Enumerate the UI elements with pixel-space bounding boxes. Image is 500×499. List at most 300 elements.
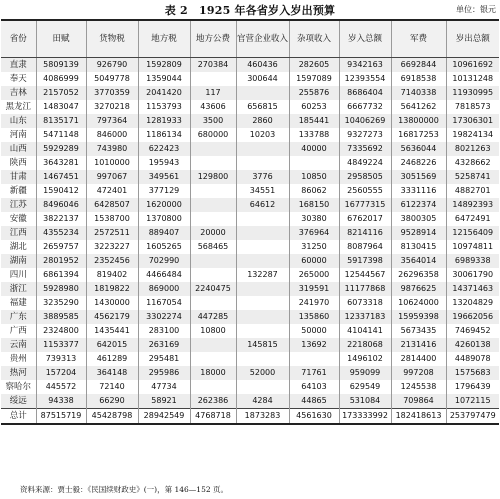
value-cell [236, 254, 289, 268]
table-row [1, 100, 499, 114]
value-cell: 19824134 [446, 128, 499, 142]
table-row [1, 184, 499, 198]
value-cell: 1873283 [236, 409, 289, 425]
value-cell [190, 184, 236, 198]
table-row [1, 338, 499, 352]
value-cell: 1483047 [36, 100, 86, 114]
value-cell: 997067 [86, 170, 138, 184]
value-cell: 1590412 [36, 184, 86, 198]
value-cell: 8214116 [339, 226, 391, 240]
value-cell: 4562179 [86, 310, 138, 324]
province-cell: 直隶 [1, 58, 36, 73]
value-cell: 6667732 [339, 100, 391, 114]
value-cell: 15959398 [391, 310, 446, 324]
value-cell: 13692 [289, 338, 339, 352]
header-row [1, 20, 499, 58]
value-cell: 8135171 [36, 114, 86, 128]
value-cell: 4104141 [339, 324, 391, 338]
value-cell [190, 198, 236, 212]
value-cell: 1620000 [138, 198, 190, 212]
value-cell: 2218068 [339, 338, 391, 352]
value-cell: 6989338 [446, 254, 499, 268]
value-cell: 3051569 [391, 170, 446, 184]
value-cell [190, 352, 236, 366]
value-cell: 26296358 [391, 268, 446, 282]
header-misc-income: 杂项收入 [289, 20, 339, 58]
value-cell: 8021263 [446, 142, 499, 156]
value-cell: 3302274 [138, 310, 190, 324]
value-cell: 2240475 [190, 282, 236, 296]
province-cell: 贵州 [1, 352, 36, 366]
value-cell: 295481 [138, 352, 190, 366]
value-cell: 16817253 [391, 128, 446, 142]
header-province: 省份 [1, 20, 36, 58]
value-cell: 1592809 [138, 58, 190, 73]
value-cell: 64103 [289, 380, 339, 394]
table-body [1, 58, 499, 425]
value-cell [289, 352, 339, 366]
table-row [1, 156, 499, 170]
value-cell: 7469452 [446, 324, 499, 338]
value-cell: 2041420 [138, 86, 190, 100]
value-cell: 1245538 [391, 380, 446, 394]
value-cell: 6472491 [446, 212, 499, 226]
value-cell [236, 226, 289, 240]
table-row [1, 310, 499, 324]
value-cell: 10203 [236, 128, 289, 142]
value-cell: 460436 [236, 58, 289, 73]
value-cell: 263169 [138, 338, 190, 352]
value-cell: 743980 [86, 142, 138, 156]
province-cell: 热河 [1, 366, 36, 380]
value-cell: 445572 [36, 380, 86, 394]
value-cell: 2659757 [36, 240, 86, 254]
value-cell: 133788 [289, 128, 339, 142]
value-cell [190, 268, 236, 282]
value-cell: 40000 [289, 142, 339, 156]
value-cell: 2324800 [36, 324, 86, 338]
value-cell: 702990 [138, 254, 190, 268]
value-cell: 1575683 [446, 366, 499, 380]
value-cell: 5917398 [339, 254, 391, 268]
value-cell: 52000 [236, 366, 289, 380]
province-cell: 福建 [1, 296, 36, 310]
value-cell: 1496102 [339, 352, 391, 366]
budget-table [1, 19, 499, 425]
value-cell: 2352456 [86, 254, 138, 268]
value-cell [236, 282, 289, 296]
source-note: 资料来源：贾士毅：《民国续财政史》(一)，第 146—152 页。 [20, 485, 228, 494]
value-cell: 10850 [289, 170, 339, 184]
value-cell [190, 212, 236, 226]
header-military-expense: 军费 [391, 20, 446, 58]
province-cell: 湖北 [1, 240, 36, 254]
value-cell [190, 142, 236, 156]
value-cell: 6428507 [86, 198, 138, 212]
value-cell: 64612 [236, 198, 289, 212]
value-cell: 997208 [391, 366, 446, 380]
value-cell: 3776 [236, 170, 289, 184]
value-cell: 7335692 [339, 142, 391, 156]
value-cell: 12156409 [446, 226, 499, 240]
header-land-tax: 田赋 [36, 20, 86, 58]
value-cell: 3270218 [86, 100, 138, 114]
value-cell: 4849224 [339, 156, 391, 170]
value-cell: 13204829 [446, 296, 499, 310]
value-cell: 50000 [289, 324, 339, 338]
value-cell: 283100 [138, 324, 190, 338]
value-cell: 17306301 [446, 114, 499, 128]
value-cell: 12393554 [339, 72, 391, 86]
table-row [1, 296, 499, 310]
province-cell: 吉林 [1, 86, 36, 100]
value-cell: 568465 [190, 240, 236, 254]
value-cell: 44865 [289, 394, 339, 409]
table-row [1, 282, 499, 296]
value-cell [236, 86, 289, 100]
value-cell: 622423 [138, 142, 190, 156]
value-cell: 34551 [236, 184, 289, 198]
value-cell: 18000 [190, 366, 236, 380]
value-cell: 1467451 [36, 170, 86, 184]
value-cell: 10624000 [391, 296, 446, 310]
value-cell [236, 380, 289, 394]
value-cell: 47734 [138, 380, 190, 394]
value-cell [190, 380, 236, 394]
value-cell: 1010000 [86, 156, 138, 170]
value-cell: 1281933 [138, 114, 190, 128]
value-cell: 19662056 [446, 310, 499, 324]
value-cell: 87515719 [36, 409, 86, 425]
value-cell: 282605 [289, 58, 339, 73]
value-cell: 1430000 [86, 296, 138, 310]
unit-label: 单位：银元 [456, 5, 496, 14]
header-local-fees: 地方公费 [190, 20, 236, 58]
value-cell: 253797479 [446, 409, 499, 425]
value-cell: 3235290 [36, 296, 86, 310]
value-cell: 185441 [289, 114, 339, 128]
value-cell: 3331116 [391, 184, 446, 198]
value-cell: 739313 [36, 352, 86, 366]
value-cell: 2801952 [36, 254, 86, 268]
value-cell: 8686404 [339, 86, 391, 100]
value-cell: 9528914 [391, 226, 446, 240]
value-cell: 11930995 [446, 86, 499, 100]
table-row [1, 58, 499, 73]
value-cell: 241970 [289, 296, 339, 310]
table-row [1, 198, 499, 212]
province-cell: 新疆 [1, 184, 36, 198]
value-cell: 6692844 [391, 58, 446, 73]
value-cell: 71761 [289, 366, 339, 380]
value-cell: 14371463 [446, 282, 499, 296]
value-cell: 5673435 [391, 324, 446, 338]
value-cell: 629549 [339, 380, 391, 394]
value-cell: 9342163 [339, 58, 391, 73]
value-cell: 4489078 [446, 352, 499, 366]
value-cell: 58921 [138, 394, 190, 409]
province-cell: 察哈尔 [1, 380, 36, 394]
value-cell: 262386 [190, 394, 236, 409]
value-cell: 182418613 [391, 409, 446, 425]
value-cell: 157204 [36, 366, 86, 380]
province-cell: 甘肃 [1, 170, 36, 184]
value-cell: 4768718 [190, 409, 236, 425]
value-cell: 1072115 [446, 394, 499, 409]
value-cell: 10131248 [446, 72, 499, 86]
value-cell: 30061790 [446, 268, 499, 282]
province-cell: 山西 [1, 142, 36, 156]
table-row [1, 268, 499, 282]
value-cell: 6122374 [391, 198, 446, 212]
value-cell: 1538700 [86, 212, 138, 226]
value-cell: 472401 [86, 184, 138, 198]
value-cell: 5636044 [391, 142, 446, 156]
value-cell: 5809139 [36, 58, 86, 73]
header-goods-tax: 货物税 [86, 20, 138, 58]
value-cell [190, 338, 236, 352]
table-row [1, 240, 499, 254]
value-cell: 145815 [236, 338, 289, 352]
value-cell: 5929289 [36, 142, 86, 156]
value-cell: 1153377 [36, 338, 86, 352]
province-cell: 黑龙江 [1, 100, 36, 114]
value-cell: 5641262 [391, 100, 446, 114]
value-cell: 30380 [289, 212, 339, 226]
value-cell: 13800000 [391, 114, 446, 128]
value-cell: 265000 [289, 268, 339, 282]
total-row [1, 409, 499, 425]
value-cell: 31250 [289, 240, 339, 254]
value-cell: 20000 [190, 226, 236, 240]
table-row [1, 170, 499, 184]
table-row [1, 352, 499, 366]
value-cell: 12544567 [339, 268, 391, 282]
table-row [1, 86, 499, 100]
value-cell: 60253 [289, 100, 339, 114]
value-cell: 9327273 [339, 128, 391, 142]
province-cell: 安徽 [1, 212, 36, 226]
value-cell: 1167054 [138, 296, 190, 310]
value-cell: 1435441 [86, 324, 138, 338]
value-cell: 5928980 [36, 282, 86, 296]
value-cell: 2860 [236, 114, 289, 128]
province-cell: 云南 [1, 338, 36, 352]
value-cell: 1605265 [138, 240, 190, 254]
value-cell: 5049778 [86, 72, 138, 86]
value-cell: 255876 [289, 86, 339, 100]
value-cell: 3643281 [36, 156, 86, 170]
value-cell: 10800 [190, 324, 236, 338]
table-row [1, 212, 499, 226]
value-cell: 5258741 [446, 170, 499, 184]
value-cell: 3770359 [86, 86, 138, 100]
province-cell: 四川 [1, 268, 36, 282]
province-cell: 浙江 [1, 282, 36, 296]
value-cell: 7140338 [391, 86, 446, 100]
value-cell: 60000 [289, 254, 339, 268]
header-local-tax: 地方税 [138, 20, 190, 58]
value-cell [236, 240, 289, 254]
value-cell: 846000 [86, 128, 138, 142]
table-row [1, 324, 499, 338]
value-cell: 3889585 [36, 310, 86, 324]
value-cell [190, 254, 236, 268]
value-cell: 135860 [289, 310, 339, 324]
value-cell [236, 310, 289, 324]
title-row [0, 0, 500, 18]
value-cell: 461289 [86, 352, 138, 366]
value-cell: 364148 [86, 366, 138, 380]
value-cell: 4882701 [446, 184, 499, 198]
value-cell: 6073318 [339, 296, 391, 310]
value-cell [236, 296, 289, 310]
table-row [1, 72, 499, 86]
value-cell: 8130415 [391, 240, 446, 254]
province-cell: 陕西 [1, 156, 36, 170]
value-cell: 642015 [86, 338, 138, 352]
value-cell: 270384 [190, 58, 236, 73]
value-cell: 8087964 [339, 240, 391, 254]
value-cell: 869000 [138, 282, 190, 296]
value-cell [289, 156, 339, 170]
value-cell: 377129 [138, 184, 190, 198]
value-cell: 1597089 [289, 72, 339, 86]
header-total-revenue: 岁入总额 [339, 20, 391, 58]
value-cell: 4284 [236, 394, 289, 409]
value-cell: 11177868 [339, 282, 391, 296]
value-cell: 16777315 [339, 198, 391, 212]
value-cell [190, 156, 236, 170]
value-cell: 4561630 [289, 409, 339, 425]
value-cell: 9876625 [391, 282, 446, 296]
value-cell: 2572511 [86, 226, 138, 240]
value-cell [236, 352, 289, 366]
value-cell: 2157052 [36, 86, 86, 100]
province-cell: 总计 [1, 409, 36, 425]
value-cell: 28942549 [138, 409, 190, 425]
value-cell: 680000 [190, 128, 236, 142]
value-cell: 1359044 [138, 72, 190, 86]
value-cell: 1370800 [138, 212, 190, 226]
province-cell: 湖南 [1, 254, 36, 268]
value-cell [190, 296, 236, 310]
value-cell: 319591 [289, 282, 339, 296]
value-cell: 3223227 [86, 240, 138, 254]
header-state-enterprise-income: 官营企业收入 [236, 20, 289, 58]
value-cell: 2468226 [391, 156, 446, 170]
value-cell: 10974811 [446, 240, 499, 254]
value-cell [236, 142, 289, 156]
value-cell [236, 156, 289, 170]
table-row [1, 394, 499, 409]
value-cell: 173333992 [339, 409, 391, 425]
table-row [1, 226, 499, 240]
value-cell: 3564014 [391, 254, 446, 268]
value-cell: 447285 [190, 310, 236, 324]
table-row [1, 128, 499, 142]
value-cell [236, 212, 289, 226]
value-cell: 2560555 [339, 184, 391, 198]
value-cell: 4260138 [446, 338, 499, 352]
value-cell [190, 72, 236, 86]
value-cell: 889407 [138, 226, 190, 240]
value-cell: 2131416 [391, 338, 446, 352]
value-cell: 4086999 [36, 72, 86, 86]
value-cell: 295986 [138, 366, 190, 380]
province-cell: 绥远 [1, 394, 36, 409]
value-cell: 959099 [339, 366, 391, 380]
value-cell: 3822137 [36, 212, 86, 226]
value-cell: 168150 [289, 198, 339, 212]
value-cell: 195943 [138, 156, 190, 170]
header-total-expenditure: 岁出总额 [446, 20, 499, 58]
value-cell: 8496046 [36, 198, 86, 212]
value-cell: 4466484 [138, 268, 190, 282]
value-cell: 14892393 [446, 198, 499, 212]
value-cell: 45428798 [86, 409, 138, 425]
value-cell: 72140 [86, 380, 138, 394]
value-cell: 12337183 [339, 310, 391, 324]
value-cell: 1153793 [138, 100, 190, 114]
value-cell: 86062 [289, 184, 339, 198]
value-cell: 656815 [236, 100, 289, 114]
value-cell: 376964 [289, 226, 339, 240]
province-cell: 奉天 [1, 72, 36, 86]
value-cell: 2814400 [391, 352, 446, 366]
value-cell: 797364 [86, 114, 138, 128]
value-cell: 926790 [86, 58, 138, 73]
value-cell: 129800 [190, 170, 236, 184]
value-cell: 132287 [236, 268, 289, 282]
value-cell: 4328662 [446, 156, 499, 170]
table-row [1, 380, 499, 394]
value-cell: 3800305 [391, 212, 446, 226]
value-cell: 1796439 [446, 380, 499, 394]
province-cell: 江苏 [1, 198, 36, 212]
value-cell: 1819822 [86, 282, 138, 296]
province-cell: 广东 [1, 310, 36, 324]
value-cell: 7818573 [446, 100, 499, 114]
value-cell: 349561 [138, 170, 190, 184]
value-cell: 6918538 [391, 72, 446, 86]
value-cell: 117 [190, 86, 236, 100]
value-cell: 66290 [86, 394, 138, 409]
value-cell: 10406269 [339, 114, 391, 128]
table-row [1, 114, 499, 128]
value-cell: 3500 [190, 114, 236, 128]
value-cell: 709864 [391, 394, 446, 409]
table-row [1, 366, 499, 380]
value-cell [236, 324, 289, 338]
value-cell: 6861394 [36, 268, 86, 282]
table-row [1, 254, 499, 268]
value-cell: 6762017 [339, 212, 391, 226]
value-cell: 5471148 [36, 128, 86, 142]
value-cell: 10961692 [446, 58, 499, 73]
value-cell: 4355234 [36, 226, 86, 240]
table-title: 表 2 1925 年各省岁入岁出预算 [164, 4, 336, 17]
province-cell: 广西 [1, 324, 36, 338]
province-cell: 江西 [1, 226, 36, 240]
table-row [1, 142, 499, 156]
value-cell: 2958505 [339, 170, 391, 184]
province-cell: 山东 [1, 114, 36, 128]
value-cell: 819402 [86, 268, 138, 282]
value-cell: 94338 [36, 394, 86, 409]
value-cell: 531084 [339, 394, 391, 409]
value-cell: 1186134 [138, 128, 190, 142]
